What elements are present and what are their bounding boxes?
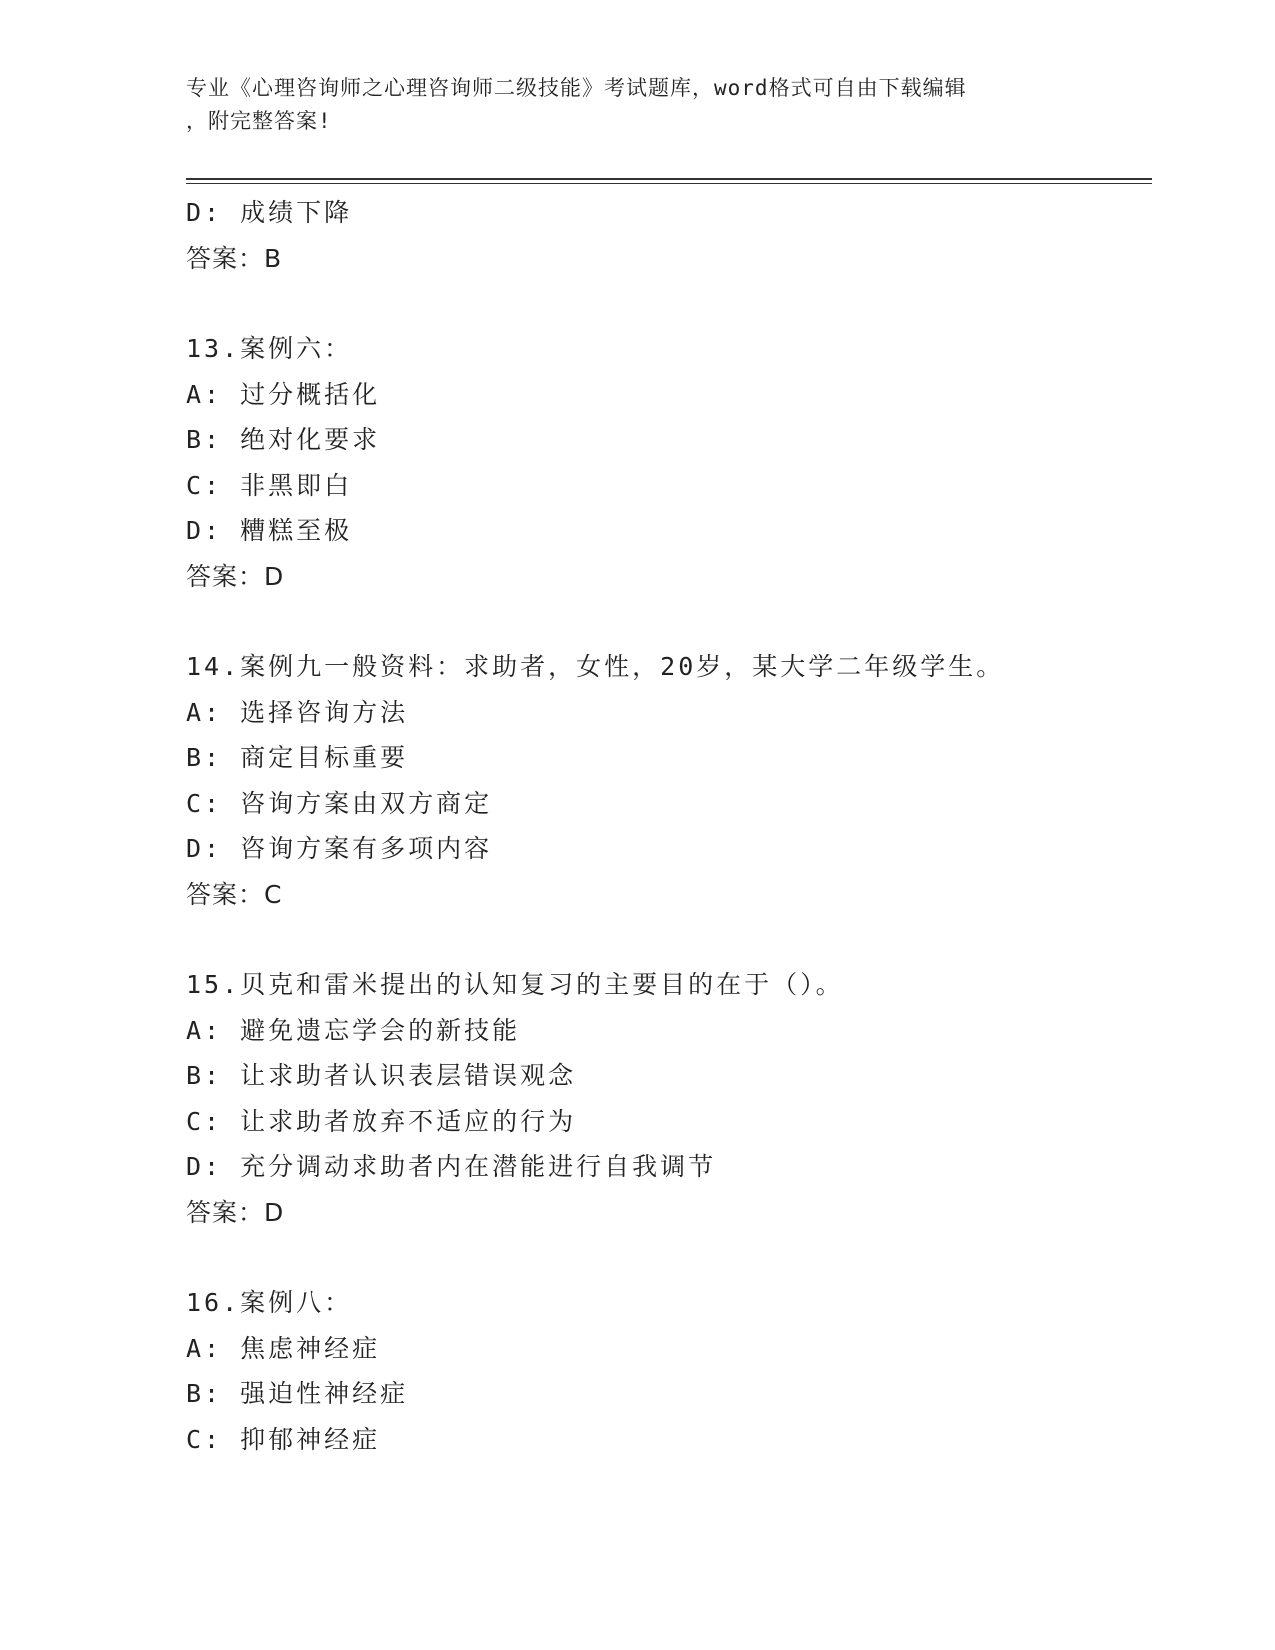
- question-list: [186, 190, 1152, 1462]
- option-d: D: 充分调动求助者内在潜能进行自我调节: [186, 1152, 717, 1181]
- header-divider-thin: [186, 183, 1152, 184]
- option-b: B: 绝对化要求: [186, 425, 381, 454]
- header-line-2: ，附完整答案!: [186, 109, 332, 133]
- option-d: D: 糟糕至极: [186, 516, 353, 545]
- answer-line: 答案：D: [186, 561, 285, 591]
- option-c: C: 咨询方案由双方商定: [186, 788, 493, 818]
- answer-line: 答案：D: [186, 1197, 285, 1227]
- header-divider: [186, 178, 1152, 180]
- page-header: [186, 72, 1066, 138]
- question-15: [186, 962, 1152, 1235]
- header-line-1: 专业《心理咨询师之心理咨询师二级技能》考试题库，word格式可自由下载编辑: [186, 76, 967, 100]
- question-16: [186, 1280, 1152, 1462]
- option-c: C: 让求助者放弃不适应的行为: [186, 1106, 577, 1136]
- question-stem: 13.案例六：: [186, 334, 353, 363]
- question-stem: 16.案例八：: [186, 1288, 353, 1317]
- answer-line: 答案：C: [186, 879, 283, 909]
- option-d: D: 咨询方案有多项内容: [186, 834, 493, 863]
- option-c: C: 非黑即白: [186, 470, 353, 500]
- question-stem: 14.案例九一般资料：求助者，女性，20岁，某大学二年级学生。: [186, 652, 1005, 681]
- option-c: C: 抑郁神经症: [186, 1424, 381, 1454]
- option-b: B: 强迫性神经症: [186, 1379, 409, 1408]
- spacer: [186, 599, 1152, 644]
- option-a: A: 焦虑神经症: [186, 1333, 381, 1363]
- question-14: [186, 644, 1152, 917]
- option-a: A: 选择咨询方法: [186, 697, 409, 727]
- answer-line: 答案：B: [186, 243, 283, 273]
- option-a: A: 避免遗忘学会的新技能: [186, 1015, 521, 1045]
- question-13: [186, 326, 1152, 599]
- option-b: B: 让求助者认识表层错误观念: [186, 1061, 577, 1090]
- spacer: [186, 1235, 1152, 1280]
- option-a: A: 过分概括化: [186, 379, 381, 409]
- spacer: [186, 281, 1152, 326]
- spacer: [186, 917, 1152, 962]
- option-d: D: 成绩下降: [186, 198, 353, 227]
- option-b: B: 商定目标重要: [186, 743, 409, 772]
- question-stem: 15.贝克和雷米提出的认知复习的主要目的在于（）。: [186, 970, 844, 999]
